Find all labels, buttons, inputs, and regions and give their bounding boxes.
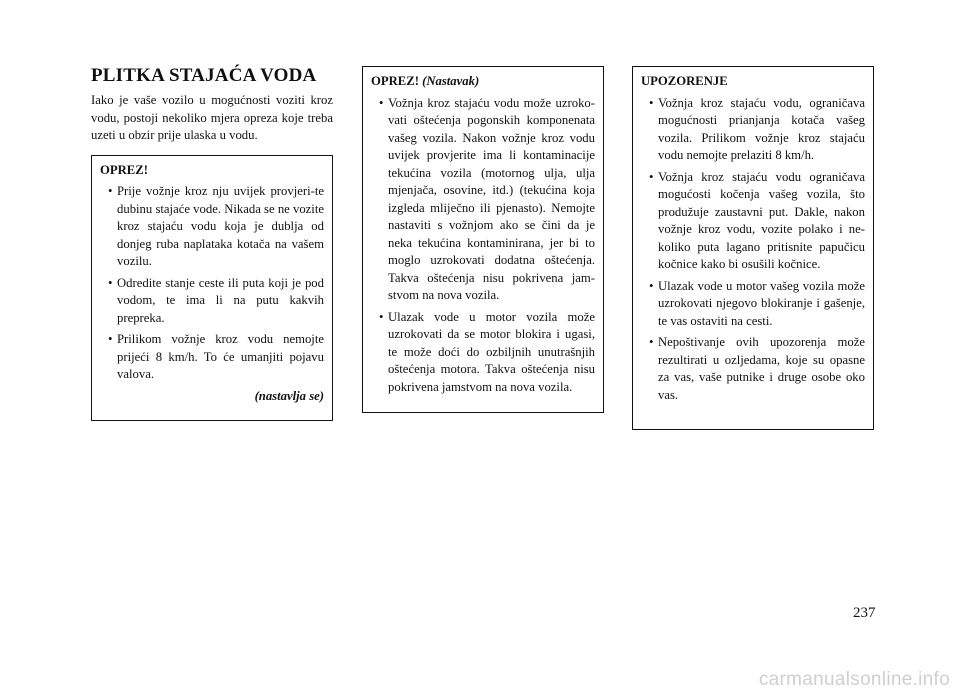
section-title: PLITKA STAJAĆA VODA [91, 65, 317, 86]
intro-paragraph: Iako je vaše vozilo u mogućnosti voziti kroz vodu, postoji nekoliko mjera opreza koje treba uzeti u obzir prije ulaska u vodu. [91, 93, 333, 142]
caution-box [91, 155, 333, 421]
warning-box [632, 66, 874, 430]
bullet-icon: • [108, 332, 113, 346]
column-left [91, 66, 333, 421]
caution-heading: OPREZ! [100, 162, 148, 177]
list-item: • Ulazak vode u motor vašeg vozila može uzrokovati njegovo blokiranje i gašenje, te vas ostaviti na cesti. [649, 278, 865, 328]
bullet-icon: • [108, 184, 113, 198]
warning-heading: UPOZORENJE [641, 74, 728, 88]
column-middle [362, 66, 604, 413]
caution-continued-heading: OPREZ! (Nastavak) [371, 74, 480, 88]
column-right [632, 66, 874, 430]
list-item: • Vožnja kroz stajaću vodu, ograničava mogućnosti prianjanja kotača vašeg vozila. Prilikom vožnje kroz stajaću vodu nemojte prelaziti 8 km/h. [649, 95, 865, 162]
warning-list [641, 95, 865, 405]
page-number: 237 [853, 605, 876, 621]
list-item: • Prije vožnje kroz nju uvijek provjeri-te dubinu stajaće vode. Nikada se ne vozite kroz stajaću vodu koja je dublja od donjeg ruba naplataka kotača na vašem vozilu. [108, 184, 324, 268]
bullet-icon: • [649, 335, 654, 349]
caution-list [100, 183, 324, 384]
caution-continued-list [371, 95, 595, 397]
list-item: • Vožnja kroz stajaću vodu može uzroko-vati oštećenja pogonskih komponenata vašeg vozila. Nakon vožnje kroz vodu uvijek provjerite ima li kontaminacije tekućina vozila (motornog ulja, ulja mjenjača, osovine, itd.) (tekućina koja izgleda mliječno ili pjenasto). Nemojte nastaviti s vožnjom ako se čini da je neka tekućina kontaminirana, jer bi to moglo uzrokovati dodatna oštećenja. Takva oštećenja nisu pokrivena jam-stvom na nova vozila. [379, 95, 595, 302]
list-item: • Nepoštivanje ovih upozorenja može rezultirati u ozljedama, koje su opasne za vas, vaše putnike i druge osobe oko vas. [649, 335, 865, 402]
list-item: • Odredite stanje ceste ili puta koji je pod vodom, te ima li na putu kakvih prepreka. [108, 275, 324, 325]
continued-note: (nastavlja se) [254, 388, 324, 403]
bullet-icon: • [649, 169, 654, 184]
continued-suffix: (Nastavak) [422, 74, 480, 88]
bullet-icon: • [649, 95, 654, 110]
bullet-icon: • [108, 275, 113, 290]
list-item: • Vožnja kroz stajaću vodu ograničava mogućosti kočenja vašeg vozila, što produžuje zaustavni put. Dakle, nakon vožnje kroz vodu, vozite polako i ne-koliko puta lagano pritisnite papučicu kočnice kako bi osušili kočnice. [649, 169, 865, 271]
bullet-icon: • [649, 278, 654, 293]
list-item: • Prilikom vožnje kroz vodu nemojte prijeći 8 km/h. To će umanjiti pojavu valova. [108, 332, 324, 381]
bullet-icon: • [379, 95, 384, 110]
bullet-icon: • [379, 309, 384, 324]
caution-continued-box [362, 66, 604, 413]
list-item: • Ulazak vode u motor vozila može uzrokovati da se motor blokira i ugasi, te može doći do ozbiljnih unutrašnjih oštećenja motora. Takva oštećenja nisu pokrivena jamstvom na nova vozila. [379, 309, 595, 394]
watermark: carmanualsonline.info [758, 669, 950, 690]
